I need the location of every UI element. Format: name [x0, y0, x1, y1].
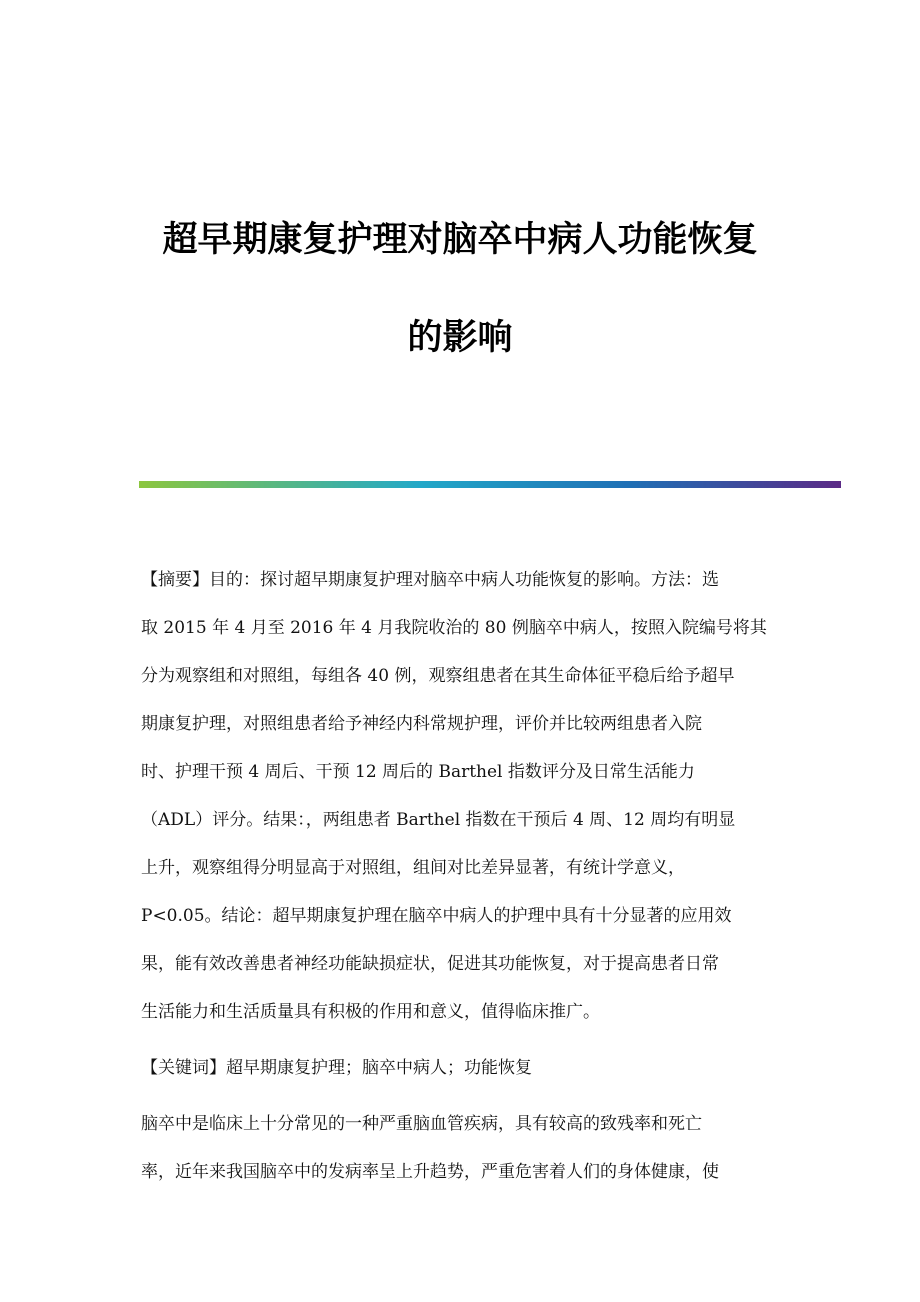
- abstract-line: 上升，观察组得分明显高于对照组，组间对比差异显著，有统计学意义，: [141, 858, 685, 878]
- abstract-line: 生活能力和生活质量具有积极的作用和意义，值得临床推广。: [141, 1002, 600, 1022]
- abstract-line: （ADL）评分。结果：，两组患者 Barthel 指数在干预后 4 周、12 周均有明显: [141, 810, 736, 830]
- body-line: 率，近年来我国脑卒中的发病率呈上升趋势，严重危害着人们的身体健康，使: [141, 1162, 719, 1182]
- abstract-line: P<0.05。结论：超早期康复护理在脑卒中病人的护理中具有十分显著的应用效: [141, 906, 732, 926]
- keywords: 【关键词】超早期康复护理；脑卒中病人；功能恢复: [141, 1058, 532, 1078]
- document-title-line-2: 的影响: [407, 318, 513, 358]
- abstract-line: 期康复护理，对照组患者给予神经内科常规护理，评价并比较两组患者入院: [141, 714, 702, 734]
- gradient-divider: [139, 481, 841, 488]
- abstract-line: 取 2015 年 4 月至 2016 年 4 月我院收治的 80 例脑卒中病人，按照入院编号将其: [141, 618, 767, 638]
- abstract-line: 果，能有效改善患者神经功能缺损症状，促进其功能恢复，对于提高患者日常: [141, 954, 719, 974]
- abstract-line: 时、护理干预 4 周后、干预 12 周后的 Barthel 指数评分及日常生活能力: [141, 762, 695, 782]
- body-line: 脑卒中是临床上十分常见的一种严重脑血管疾病，具有较高的致残率和死亡: [141, 1114, 702, 1134]
- document-title-line-1: 超早期康复护理对脑卒中病人功能恢复: [162, 220, 758, 260]
- abstract-line: 分为观察组和对照组，每组各 40 例，观察组患者在其生命体征平稳后给予超早: [141, 666, 735, 686]
- abstract-line: 【摘要】目的：探讨超早期康复护理对脑卒中病人功能恢复的影响。方法：选: [141, 570, 719, 590]
